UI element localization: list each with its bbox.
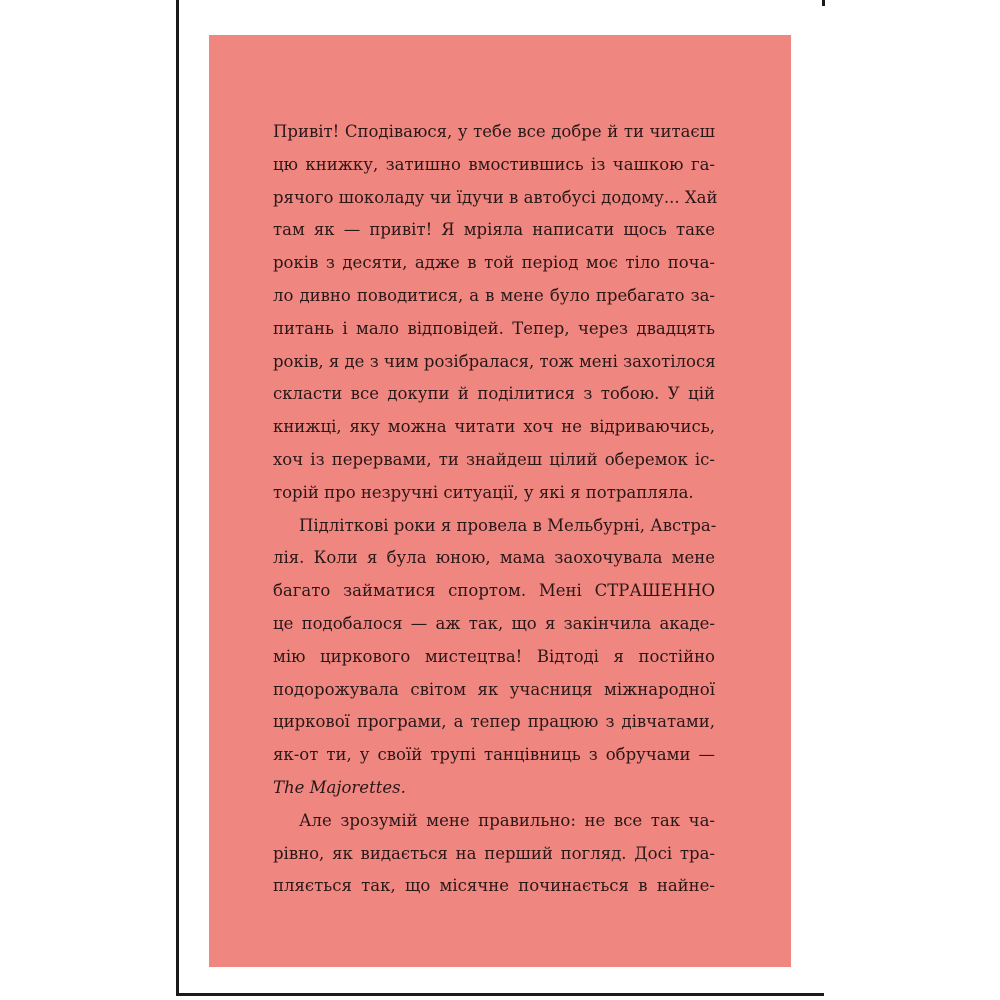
text-line: пляється так, що місячне починається в найне-: [273, 876, 715, 896]
outer-margin: [824, 0, 1000, 1000]
text-line: рячого шоколаду чи їдучи в автобусі додому... Хай: [273, 187, 718, 207]
text-line: хоч із перервами, ти знайдеш цілий оберемок іс-: [273, 449, 715, 469]
text-line: книжці, яку можна читати хоч не відриваючись,: [273, 417, 715, 437]
text-line: років з десяти, адже в той період моє тіло поча-: [273, 253, 715, 273]
text-line: мію циркового мистецтва! Відтоді я постійно: [273, 646, 715, 666]
paragraph-3: [273, 805, 715, 903]
page-border-corner: [822, 0, 825, 6]
text-line: Привіт! Сподіваюся, у тебе все добре й ти читаєш: [273, 122, 715, 141]
text-line: лія. Коли я була юною, мама заохочувала мене: [273, 548, 715, 568]
paragraph-1: [273, 116, 718, 510]
text-line: циркової програми, а тепер працюю з дівчатами,: [273, 712, 715, 732]
text-line: цю книжку, затишно вмостившись із чашкою га-: [273, 154, 715, 174]
text-line: ло дивно поводитися, а в мене було пребагато за-: [273, 285, 715, 305]
body-text: [273, 116, 718, 903]
text-line: Але зрозумій мене правильно: не все так ча-: [299, 810, 715, 830]
text-line: скласти все докупи й поділитися з тобою. У цій: [273, 384, 715, 404]
text-line-italic: The Majorettes.: [273, 777, 406, 797]
text-line: там як — привіт! Я мріяла написати щось таке: [273, 220, 715, 240]
text-line: Підліткові роки я провела в Мельбурні, Австра-: [299, 515, 717, 535]
text-line: торій про незручні ситуації, у які я потрапляла.: [273, 482, 694, 502]
text-line: як-от ти, у своїй трупі танцівниць з обручами —: [273, 745, 715, 765]
text-line: це подобалося — аж так, що я закінчила акаде-: [273, 613, 715, 633]
text-line: питань і мало відповідей. Тепер, через двадцять: [273, 318, 715, 338]
text-line: подорожувала світом як учасниця міжнародної: [273, 679, 715, 699]
text-line: рівно, як видається на перший погляд. Досі тра-: [273, 843, 715, 863]
text-line: багато займатися спортом. Мені СТРАШЕННО: [273, 581, 715, 601]
text-line: років, я де з чим розібралася, тож мені захотілося: [273, 351, 716, 371]
paragraph-2: [273, 510, 715, 805]
